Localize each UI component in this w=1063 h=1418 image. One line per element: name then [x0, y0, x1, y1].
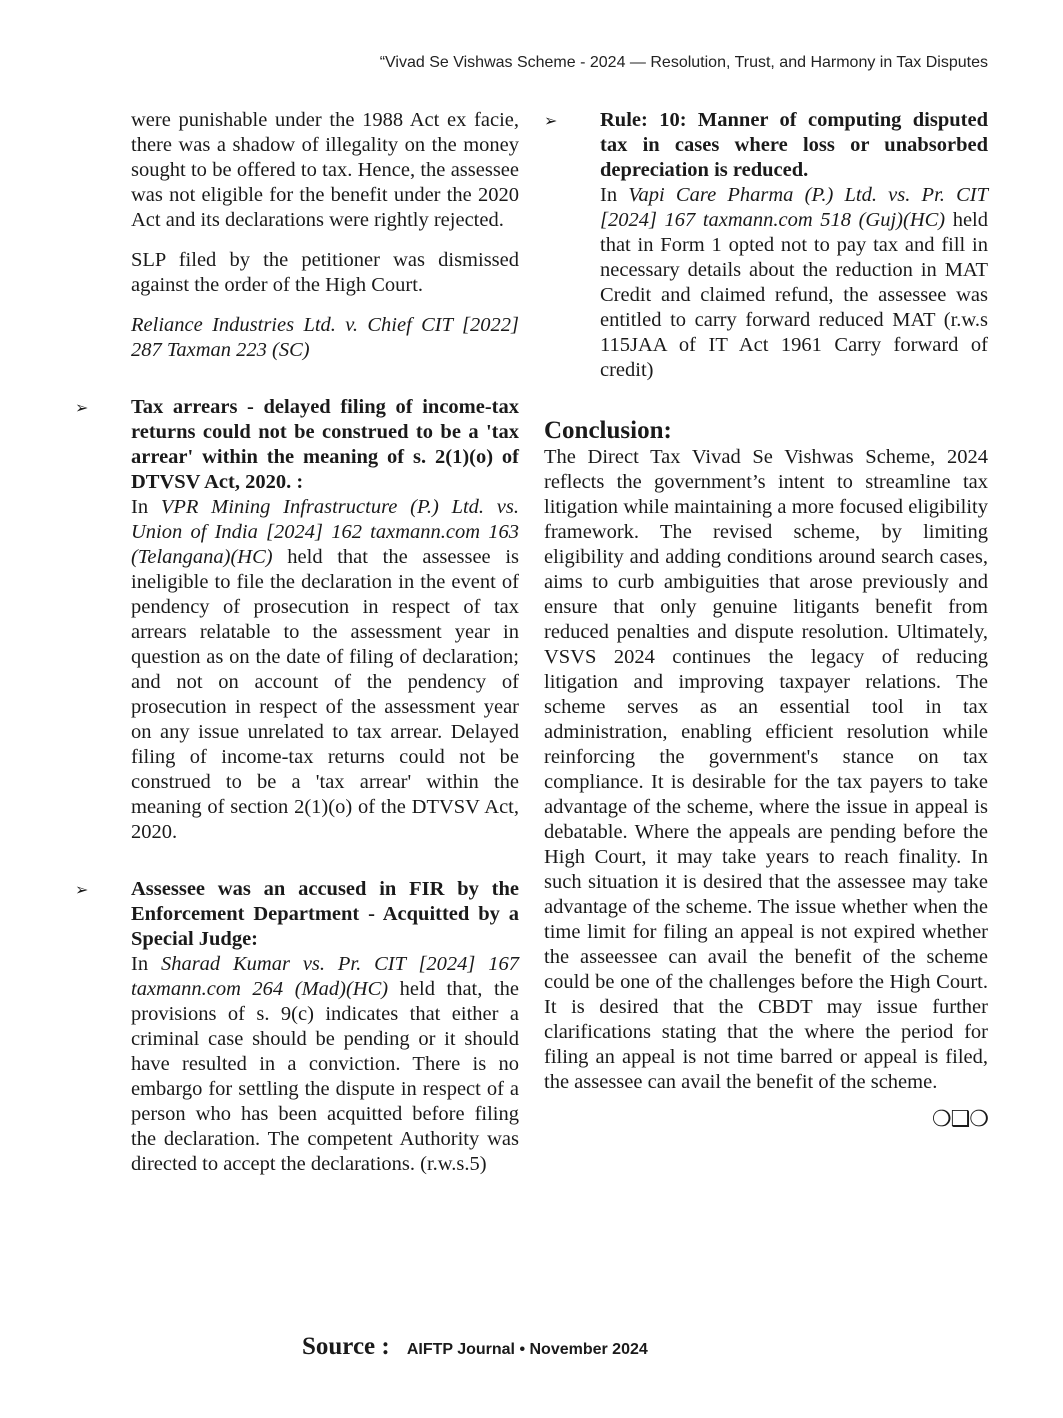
case-item-fir-acquittal	[75, 877, 520, 1177]
source-text: AIFTP Journal • November 2024	[406, 1341, 648, 1358]
case-text: held that, the provisions of s. 9(c) indicates that either a criminal case should be pending or it should have resulted in a conviction. There is no embargo for settling the dispute in respect of a person who has been acquitted before filing the declaration. The competent Authority was directed to accept the declarations. (r.w.s.5)	[131, 978, 519, 1175]
source-footer	[302, 1333, 648, 1361]
conclusion-heading: Conclusion:	[544, 417, 672, 444]
case-text: held that the assessee is ineligible to file the declaration in the event of pendency of prosecution in respect of tax arrears relatable to the assessment year in question as on the date of filing of declaration; and not on account of the pendency of prosecution in respect of the assessment year on any issue unrelated to tax arrear. Delayed filing of income-tax returns could not be construed to be a 'tax arrear' within the meaning of section 2(1)(o) of the DTVSV Act, 2020.	[131, 546, 519, 843]
left-column	[75, 108, 520, 1177]
case-heading: Rule: 10: Manner of computing disputed tax in cases where loss or unabsorbed depreciation is reduced.	[600, 109, 988, 181]
case-body	[131, 495, 519, 845]
case-lead: In	[131, 953, 161, 975]
arrow-bullet-icon: ➢	[75, 398, 89, 417]
case-citation: Reliance Industries Ltd. v. Chief CIT [2022] 287 Taxman 223 (SC)	[131, 314, 519, 361]
arrow-bullet-icon: ➢	[75, 880, 89, 899]
case-heading: Assessee was an accused in FIR by the Enforcement Department - Acquitted by a Special Judge:	[131, 878, 519, 950]
case-citation: Sharad Kumar vs. Pr. CIT [2024] 167 taxmann.com 264 (Mad)(HC)	[131, 953, 520, 1000]
case-body	[600, 183, 988, 383]
case-citation: Vapi Care Pharma (P.) Ltd. vs. Pr. CIT [2024] 167 taxmann.com 518 (Guj)(HC)	[600, 184, 989, 231]
right-column	[544, 108, 988, 1132]
intro-paragraph: were punishable under the 1988 Act ex facie, there was a shadow of illegality on the money sought to be offered to tax. Hence, the assessee was not eligible for the benefit under the 2020 Act and its declarations were rightly rejected.	[131, 109, 519, 231]
case-item-tax-arrears	[75, 395, 519, 845]
source-label: Source :	[302, 1333, 390, 1360]
conclusion-text: The Direct Tax Vivad Se Vishwas Scheme, 2024 reflects the government’s intent to streamline tax litigation while maintaining a more focused eligibility framework. The revised scheme, by limiting eligibility and adding conditions around search cases, aims to curb ambiguities that arose previously and ensure that only genuine litigants benefit from reduced penalties and dispute resolution. Ultimately, VSVS 2024 continues the legacy of reducing litigation and improving taxpayer relations. The scheme serves as an essential tool in tax administration, enabling efficient resolution while reinforcing the government's stance on tax compliance. It is desirable for the tax payers to take advantage of the scheme, where the issue in appeal is debatable. Where the appeals are pending before the High Court, it may take years to reach finality. In such situation it is desired that the assessee may take advantage of the scheme. The issue whether when the time limit for filing an appeal is not expired whether the asseessee can avail the benefit of the scheme could be one of the challenges before the High Court. It is desired that the CBDT may issue further clarifications stating that the where the period for filing an appeal is not time barred or appeal is filed, the assessee can avail the benefit of the scheme.	[544, 446, 988, 1093]
case-text: held that in Form 1 opted not to pay tax and fill in necessary details about the reduction in MAT Credit and claimed refund, the assessee was entitled to carry forward reduced MAT (r.w.s 115JAA of IT Act 1961 Carry forward of credit)	[600, 209, 989, 381]
case-item-rule-10	[544, 108, 988, 383]
end-of-article-icon: ❍❑❍	[931, 1107, 988, 1132]
case-lead: In	[600, 184, 629, 206]
slp-paragraph: SLP filed by the petitioner was dismissed against the order of the High Court.	[131, 249, 519, 296]
case-citation: VPR Mining Infrastructure (P.) Ltd. vs. Union of India [2024] 162 taxmann.com 163 (Telangana)(HC)	[131, 496, 519, 568]
case-body	[131, 952, 519, 1177]
case-lead: In	[131, 496, 161, 518]
case-heading: Tax arrears - delayed filing of income-tax returns could not be construed to be a 'tax arrear' within the meaning of s. 2(1)(o) of DTVSV Act, 2020. :	[131, 396, 519, 493]
running-header-title: “Vivad Se Vishwas Scheme - 2024 — Resolution, Trust, and Harmony in Tax Disputes	[379, 54, 988, 71]
arrow-bullet-icon: ➢	[544, 111, 558, 130]
